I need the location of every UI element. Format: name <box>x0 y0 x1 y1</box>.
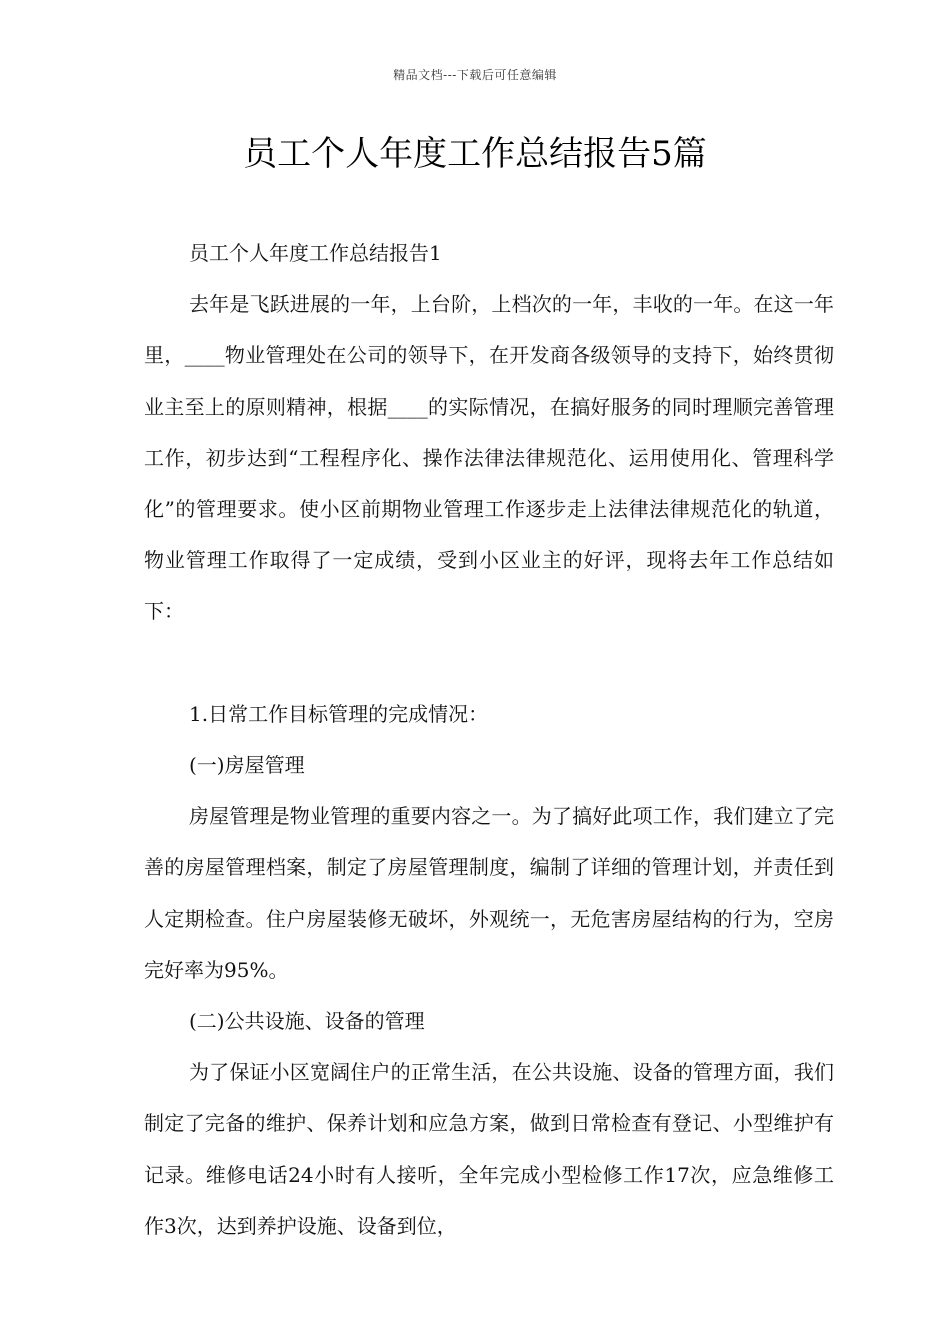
paragraph-intro: 去年是飞跃进展的一年，上台阶，上档次的一年，丰收的一年。在这一年里，____物业管理处在公司的领导下，在开发商各级领导的支持下，始终贯彻业主至上的原则精神，根据____的实际情况，在搞好服务的同时理顺完善管理工作，初步达到“工程程序化、操作法律法律规范化、运用使用化、管理科学化”的管理要求。使小区前期物业管理工作逐步走上法律法律规范化的轨道，物业管理工作取得了一定成绩，受到小区业主的好评，现将去年工作总结如下： <box>144 292 834 624</box>
document-title: 员工个人年度工作总结报告5篇 <box>243 134 707 174</box>
document-body <box>144 228 834 1252</box>
paragraph-gap <box>144 638 834 689</box>
header-note: 精品文档---下载后可任意编辑 <box>393 68 557 82</box>
section-heading: 1.日常工作目标管理的完成情况： <box>189 701 489 726</box>
report-subtitle: 员工个人年度工作总结报告1 <box>189 241 442 265</box>
paragraph-housing: 房屋管理是物业管理的重要内容之一。为了搞好此项工作，我们建立了完善的房屋管理档案，制定了房屋管理制度，编制了详细的管理计划，并责任到人定期检查。住户房屋装修无破坏，外观统一，无危害房屋结构的行为，空房完好率为95%。 <box>144 804 834 982</box>
subsection-heading-housing: (一)房屋管理 <box>189 753 305 778</box>
subsection-heading-facilities: (二)公共设施、设备的管理 <box>189 1009 425 1034</box>
paragraph-facilities: 为了保证小区宽阔住户的正常生活，在公共设施、设备的管理方面，我们制定了完备的维护、保养计划和应急方案，做到日常检查有登记、小型维护有记录。维修电话24小时有人接听，全年完成小型检修工作17次，应急维修工作3次，达到养护设施、设备到位， <box>144 1060 834 1238</box>
